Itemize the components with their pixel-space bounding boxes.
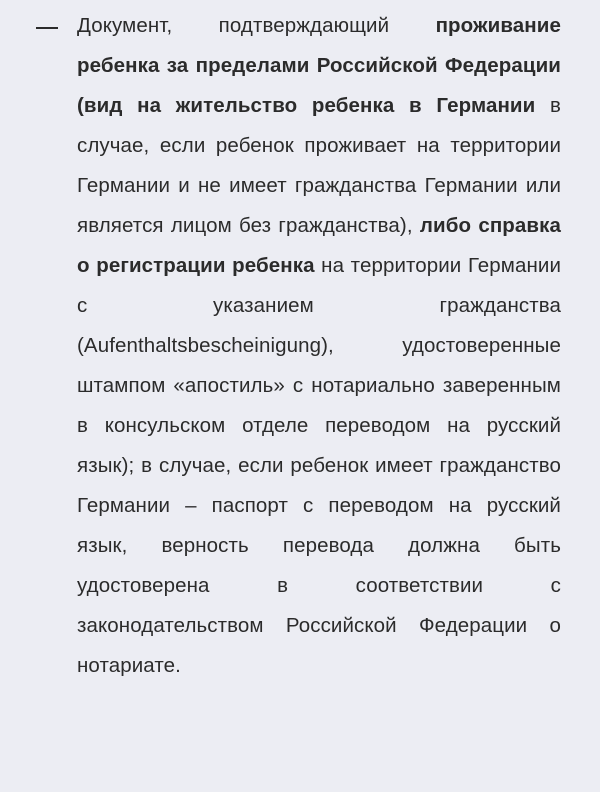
text-segment-5: на территории Германии с указанием гражданства (Aufenthaltsbescheinigung), удостоверенные штампом «апостиль» с нотариально заверенным в консульском отделе переводом на русский язык); в случае, если ребенок имеет гражданство Германии – паспорт с переводом на русский язык, верность перевода должна быть удостоверена в соответствии с законодательством Российской Федерации о нотариате. (77, 254, 561, 677)
text-segment-3: в случае, если ребенок проживает на территории Германии и не имеет гражданства Германии или является лицом без гражданства), (77, 94, 561, 237)
document-requirement-text (77, 6, 561, 686)
text-segment-4-bold: либо справка о регистрации ребенка (77, 214, 561, 277)
list-bullet-dash (36, 27, 58, 29)
text-segment-1: Документ, подтверждающий (77, 14, 436, 37)
text-segment-2-bold: проживание ребенка за пределами Российской Федерации (вид на жительство ребенка в Германии (77, 14, 561, 117)
